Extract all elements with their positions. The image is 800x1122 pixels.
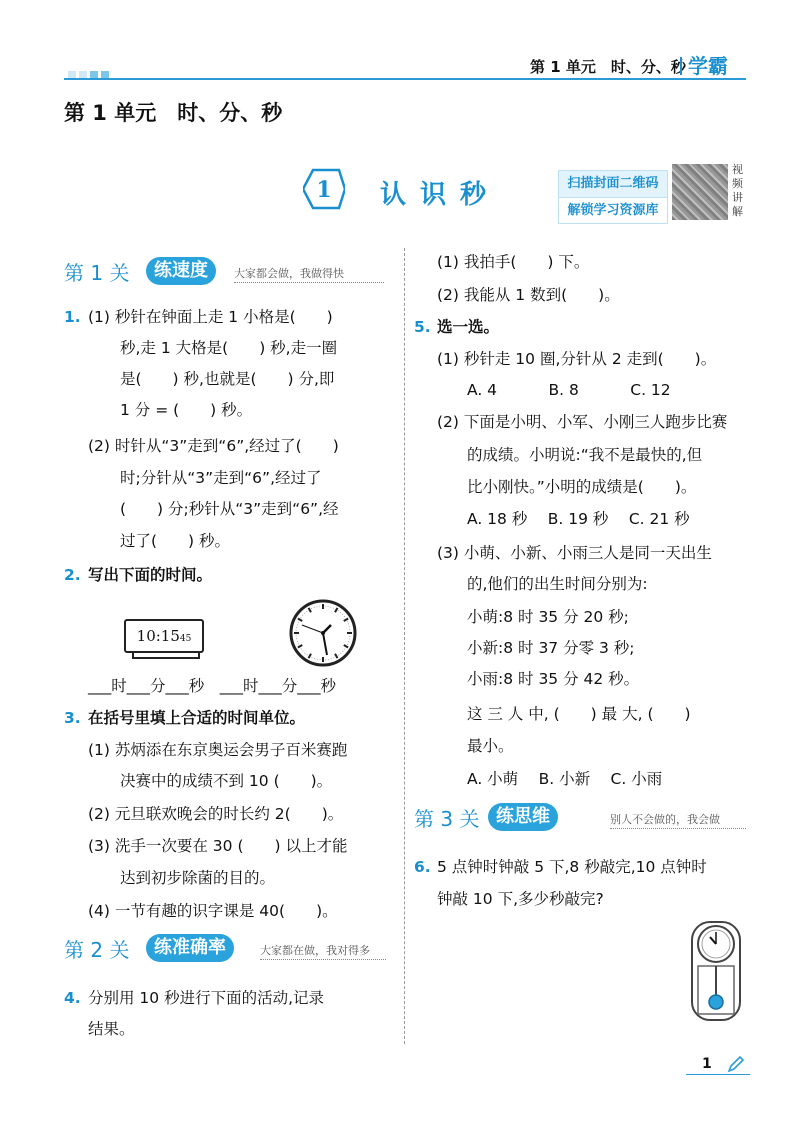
q5-options: A. 18 秒 B. 19 秒 C. 21 秒 bbox=[467, 510, 690, 528]
footer-rule bbox=[686, 1074, 750, 1075]
q3-prompt: 在括号里填上合适的时间单位。 bbox=[88, 709, 306, 727]
q5-line: 的成绩。小明说:“我不是最快的,但 bbox=[467, 446, 703, 464]
section-label: 第 2 关 bbox=[64, 938, 130, 962]
question-number: 6. bbox=[414, 858, 431, 876]
q1-line: 1 分 = ( ) 秒。 bbox=[120, 401, 253, 419]
page-number: 1 bbox=[702, 1056, 712, 1072]
section-rule bbox=[610, 828, 746, 829]
section-slogan: 别人不会做的，我会做 bbox=[610, 813, 720, 826]
q6-line: 钟敲 10 下,多少秒敲完? bbox=[437, 890, 604, 908]
section-1-header bbox=[64, 257, 390, 287]
q1-line: 时;分针从“3”走到“6”,经过了 bbox=[120, 469, 322, 487]
q5-line: 小萌:8 时 35 分 20 秒; bbox=[467, 608, 629, 626]
question-number: 1. bbox=[64, 308, 81, 326]
q2-answer-blanks: ___时___分___秒 ___时___分___秒 bbox=[88, 677, 337, 695]
q4-line: 分别用 10 秒进行下面的活动,记录 bbox=[88, 989, 325, 1007]
section-3-header bbox=[414, 803, 750, 833]
q5-line: (3) 小萌、小新、小雨三人是同一天出生 bbox=[437, 544, 712, 562]
scan-line-1: 扫描封面二维码 bbox=[559, 171, 667, 198]
section-2-header bbox=[64, 934, 390, 964]
q3-line: (3) 洗手一次要在 30 ( ) 以上才能 bbox=[88, 837, 348, 855]
unit-title: 第 1 单元 时、分、秒 bbox=[64, 101, 283, 125]
q1-line: 是( ) 秒,也就是( ) 分,即 bbox=[120, 370, 335, 388]
column-divider bbox=[404, 248, 405, 1044]
lesson-number-badge bbox=[303, 168, 345, 210]
section-label: 第 3 关 bbox=[414, 807, 480, 831]
pendulum-clock-icon bbox=[688, 920, 744, 1024]
q3-line: 决赛中的成绩不到 10 ( )。 bbox=[120, 772, 333, 790]
section-slogan: 大家都在做，我对得多 bbox=[260, 944, 370, 957]
q3-line: (1) 苏炳添在东京奥运会男子百米赛跑 bbox=[88, 741, 348, 759]
section-pill: 练速度 bbox=[146, 257, 216, 285]
q3-line: (2) 元旦联欢晚会的时长约 2( )。 bbox=[88, 805, 344, 823]
question-number: 5. bbox=[414, 318, 431, 336]
q5-line: 的,他们的出生时间分别为: bbox=[467, 575, 648, 593]
q5-line: (1) 秒针走 10 圈,分针从 2 走到( )。 bbox=[437, 350, 717, 368]
q4-line: 结果。 bbox=[88, 1020, 135, 1038]
analog-clock-icon bbox=[288, 598, 358, 668]
q5-line: 小雨:8 时 35 分 42 秒。 bbox=[467, 670, 640, 688]
q3-line: 达到初步除菌的目的。 bbox=[120, 869, 276, 887]
lesson-title: 认识秒 bbox=[380, 180, 501, 210]
q1-line: (2) 时针从“3”走到“6”,经过了( ) bbox=[88, 437, 339, 455]
q4-line: (2) 我能从 1 数到( )。 bbox=[437, 286, 620, 304]
q5-line: (2) 下面是小明、小军、小刚三人跑步比赛 bbox=[437, 413, 728, 431]
q1-line: 过了( ) 秒。 bbox=[120, 532, 231, 550]
section-rule bbox=[234, 282, 384, 283]
q5-line: 最小。 bbox=[467, 737, 514, 755]
section-rule bbox=[260, 959, 386, 960]
scan-line-2: 解锁学习资源库 bbox=[567, 203, 659, 218]
q5-line: 这 三 人 中, ( ) 最 大, ( ) bbox=[467, 705, 691, 723]
q1-line: 秒,走 1 大格是( ) 秒,走一圈 bbox=[120, 339, 338, 357]
header-decoration bbox=[68, 64, 112, 72]
q3-line: (4) 一节有趣的识字课是 40( )。 bbox=[88, 902, 338, 920]
q2-prompt: 写出下面的时间。 bbox=[88, 566, 213, 584]
header-rule bbox=[64, 78, 746, 80]
section-pill: 练思维 bbox=[488, 803, 558, 831]
section-label: 第 1 关 bbox=[64, 261, 130, 285]
q4-line: (1) 我拍手( ) 下。 bbox=[437, 253, 590, 271]
qr-code[interactable] bbox=[672, 164, 728, 220]
video-label: 视频讲解 bbox=[732, 163, 743, 218]
q5-options: A. 4 B. 8 C. 12 bbox=[467, 381, 671, 399]
q5-line: 小新:8 时 37 分零 3 秒; bbox=[467, 639, 635, 657]
question-number: 4. bbox=[64, 989, 81, 1007]
question-number: 2. bbox=[64, 566, 81, 584]
q5-line: 比小刚快。”小明的成绩是( )。 bbox=[467, 478, 697, 496]
q5-prompt: 选一选。 bbox=[437, 318, 500, 336]
pencil-icon bbox=[726, 1054, 746, 1074]
section-pill: 练准确率 bbox=[146, 934, 234, 962]
lesson-number: 1 bbox=[316, 177, 332, 203]
digital-clock bbox=[124, 619, 204, 653]
q1-line: (1) 秒针在钟面上走 1 小格是( ) bbox=[88, 308, 333, 326]
question-number: 3. bbox=[64, 709, 81, 727]
section-slogan: 大家都会做，我做得快 bbox=[234, 267, 344, 280]
digital-time: 10:15 bbox=[136, 627, 180, 645]
brand-logo: 学霸 bbox=[680, 50, 728, 79]
running-header-unit: 第 1 单元 时、分、秒 bbox=[530, 58, 686, 76]
q5-options: A. 小萌 B. 小新 C. 小雨 bbox=[467, 770, 663, 788]
digital-seconds: 45 bbox=[179, 634, 192, 644]
scan-notice bbox=[558, 170, 668, 224]
q1-line: ( ) 分;秒针从“3”走到“6”,经 bbox=[120, 500, 339, 518]
q6-line: 5 点钟时钟敲 5 下,8 秒敲完,10 点钟时 bbox=[437, 858, 707, 876]
